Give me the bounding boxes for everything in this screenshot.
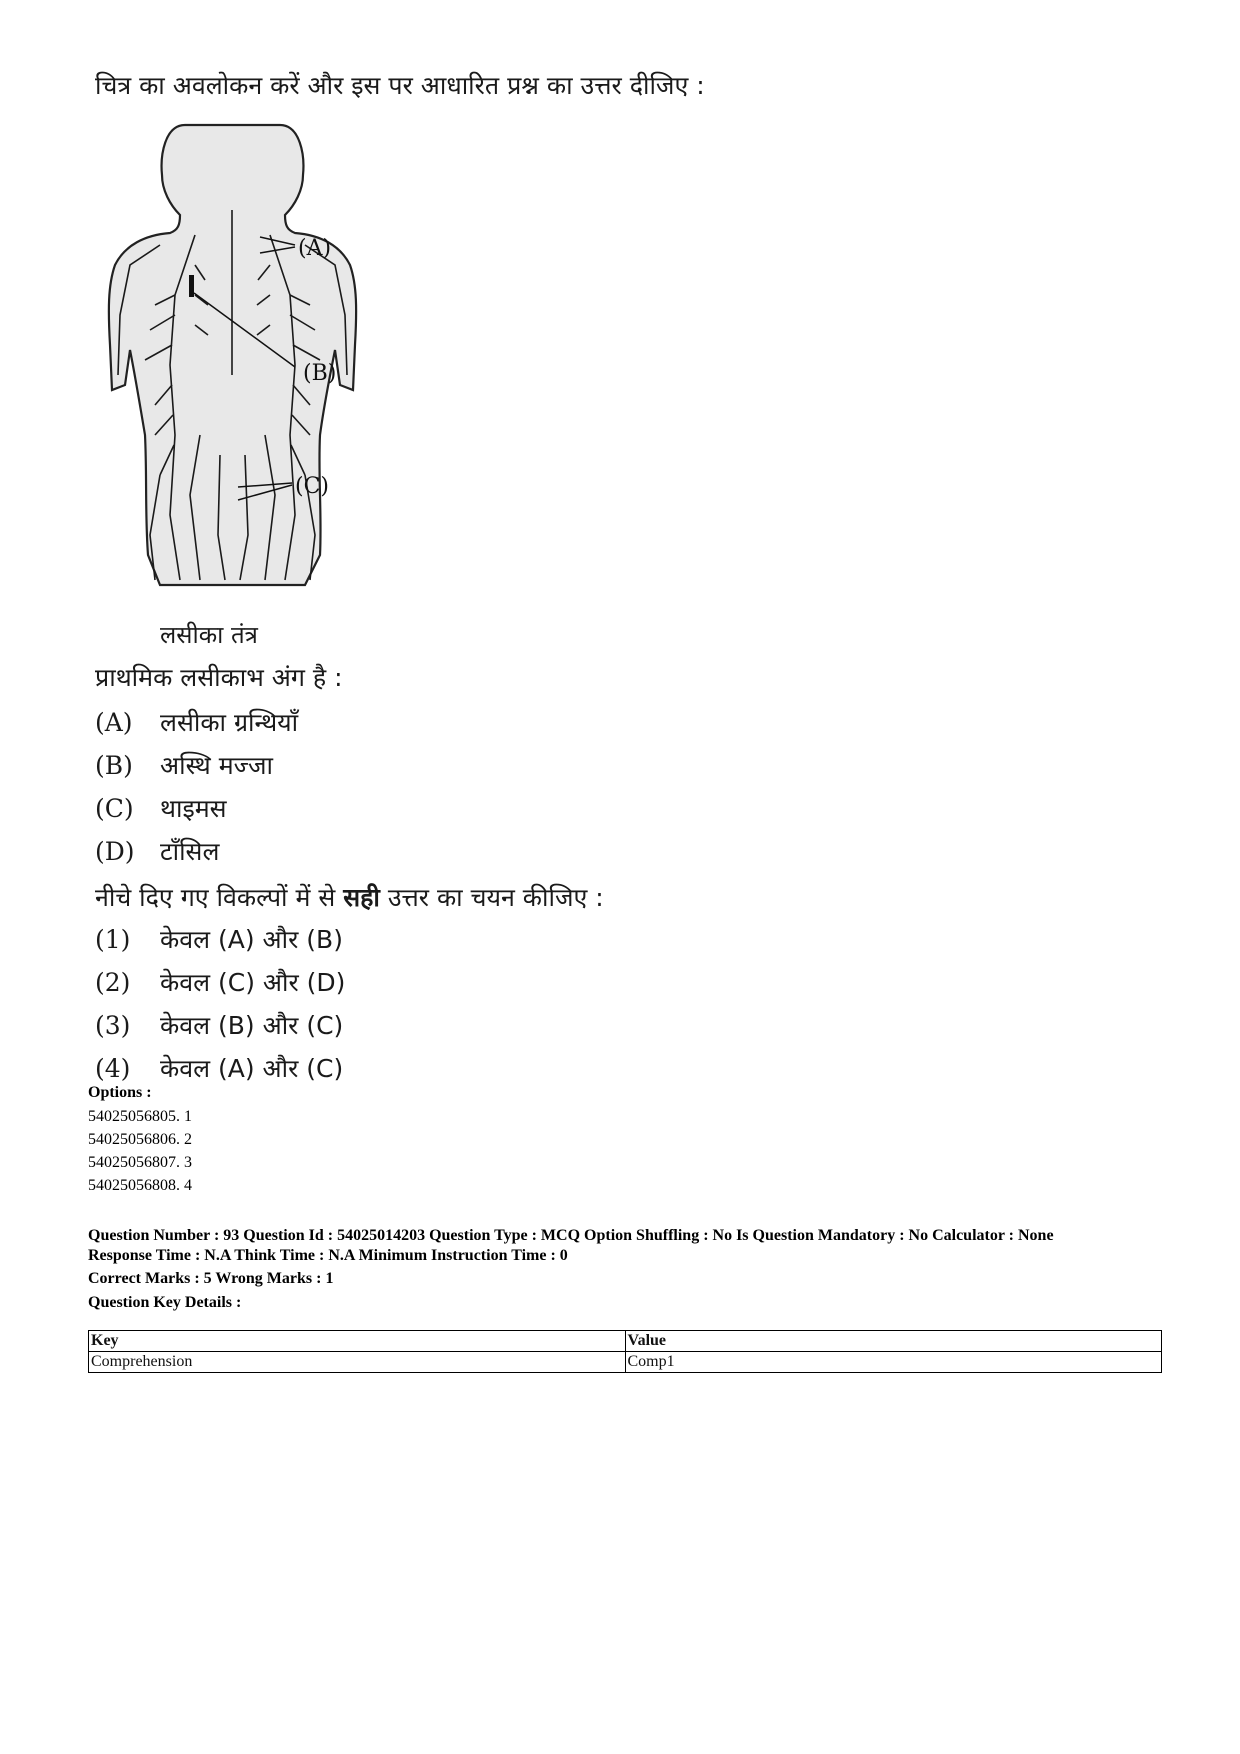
statement-label: (B) <box>95 751 133 780</box>
lymphatic-system-diagram <box>100 115 390 590</box>
diagram-label-c: (C) <box>295 474 329 499</box>
instruction-bold: सही <box>343 883 380 912</box>
statement-item <box>95 834 219 868</box>
statement-text: अस्थि मज्जा <box>160 751 273 780</box>
table-header-key: Key <box>89 1331 626 1352</box>
choice-label: (4) <box>95 1054 131 1083</box>
table-cell-key: Comprehension <box>89 1352 626 1373</box>
thymus-mark <box>189 275 194 297</box>
question-meta-line2: Response Time : N.A Think Time : N.A Minimum Instruction Time : 0 <box>88 1247 568 1264</box>
options-heading: Options : <box>88 1084 152 1101</box>
statement-text: लसीका ग्रन्थियाँ <box>160 708 299 737</box>
option-id-2: 54025056806. 2 <box>88 1131 192 1148</box>
statement-label: (A) <box>95 708 133 737</box>
choice-text: केवल (A) और (C) <box>160 1054 344 1083</box>
choice-item <box>95 1008 343 1042</box>
instruction-text <box>95 880 604 914</box>
choice-text: केवल (C) और (D) <box>160 968 346 997</box>
statement-item <box>95 705 298 739</box>
statement-text: टाँसिल <box>160 837 220 866</box>
option-id-4: 54025056808. 4 <box>88 1177 192 1194</box>
diagram-label-a: (A) <box>298 236 332 261</box>
diagram-caption: लसीका तंत्र <box>160 621 258 649</box>
table-row <box>89 1352 1162 1373</box>
question-text: प्राथमिक लसीकाभ अंग है : <box>95 663 343 692</box>
choice-label: (3) <box>95 1011 131 1040</box>
choice-text: केवल (B) और (C) <box>160 1011 344 1040</box>
option-id-1: 54025056805. 1 <box>88 1108 192 1125</box>
choice-label: (2) <box>95 968 131 997</box>
intro-text: चित्र का अवलोकन करें और इस पर आधारित प्रश्न का उत्तर दीजिए : <box>95 71 705 100</box>
table-cell-value: Comp1 <box>625 1352 1162 1373</box>
question-marks: Correct Marks : 5 Wrong Marks : 1 <box>88 1270 334 1287</box>
key-details-heading: Question Key Details : <box>88 1294 242 1311</box>
statement-item <box>95 748 273 782</box>
key-details-table <box>88 1330 1162 1373</box>
diagram-label-b: (B) <box>303 361 337 386</box>
choice-item <box>95 965 345 999</box>
instruction-after: उत्तर का चयन कीजिए : <box>379 883 604 912</box>
question-meta-line1: Question Number : 93 Question Id : 54025014203 Question Type : MCQ Option Shuffling : No Is Question Mandatory : No Calculator : None <box>88 1227 1054 1244</box>
statement-item <box>95 791 227 825</box>
option-id-3: 54025056807. 3 <box>88 1154 192 1171</box>
statement-text: थाइमस <box>160 794 227 823</box>
choice-label: (1) <box>95 925 131 954</box>
instruction-before: नीचे दिए गए विकल्पों में से <box>95 883 344 912</box>
statement-label: (D) <box>95 837 135 866</box>
table-header-value: Value <box>625 1331 1162 1352</box>
statement-label: (C) <box>95 794 134 823</box>
choice-item <box>95 922 343 956</box>
choice-item <box>95 1051 343 1085</box>
table-header-row <box>89 1331 1162 1352</box>
choice-text: केवल (A) और (B) <box>160 925 343 954</box>
